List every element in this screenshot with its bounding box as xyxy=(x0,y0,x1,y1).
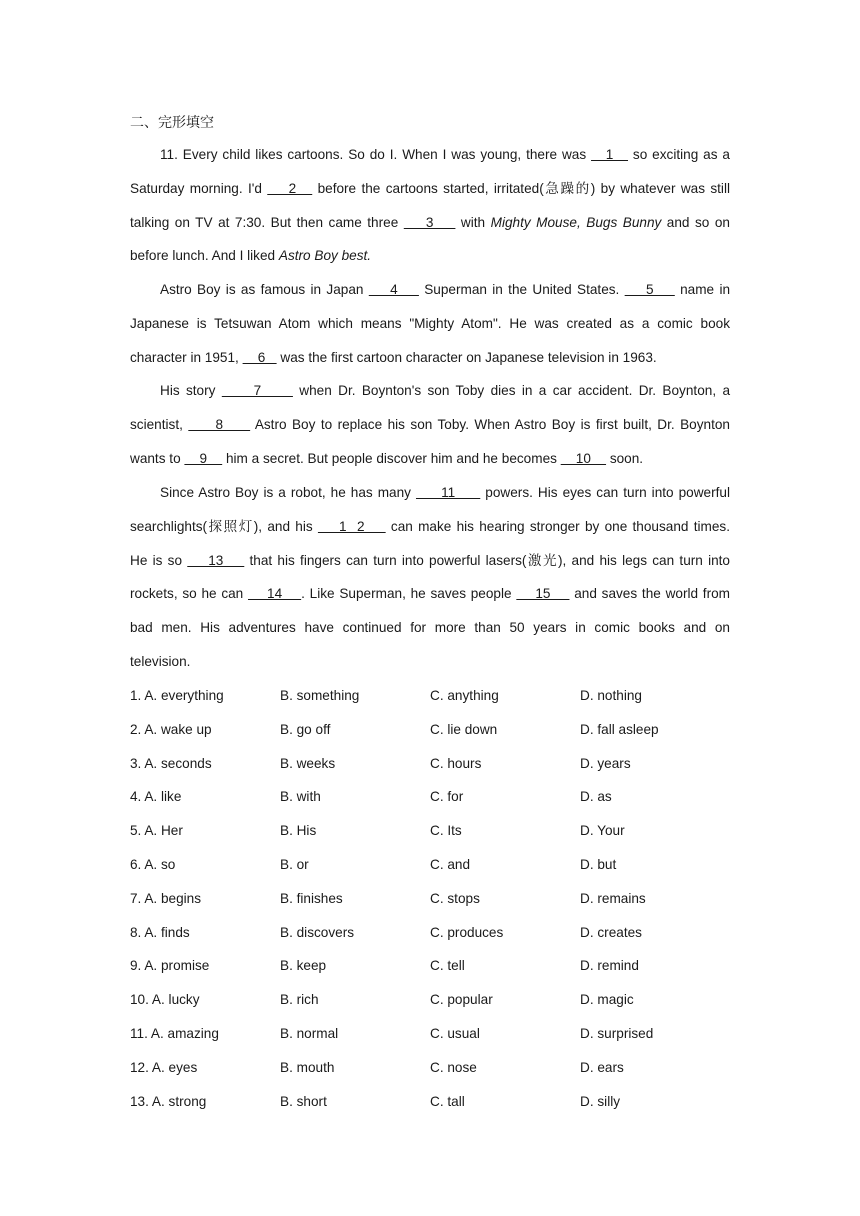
text-line: wants to 9 him a secret. But people discover him and he becomes 10 soon. xyxy=(130,450,644,466)
option-c: C. tall xyxy=(430,1093,465,1109)
option-d: D. nothing xyxy=(580,688,642,703)
option-c: C. Its xyxy=(430,823,462,839)
blank-5: 5 xyxy=(624,282,675,297)
option-b: B. rich xyxy=(280,992,319,1008)
option-d: D. but xyxy=(580,856,617,872)
blank-11: 11 xyxy=(415,485,481,500)
option-c: C. for xyxy=(430,789,464,805)
text-line: television. xyxy=(130,653,191,669)
option-a: 4. A. like xyxy=(130,789,182,805)
option-b: B. go off xyxy=(280,721,331,737)
option-a: 12. A. eyes xyxy=(130,1059,198,1075)
option-row-6 xyxy=(130,848,730,882)
blank-8: 8 xyxy=(188,416,251,432)
option-a: 11. A. amazing xyxy=(130,1025,219,1041)
text-line: rockets, so he can 14 . Like Superman, he saves people 15 and saves the world from xyxy=(130,586,730,602)
blank-14: 14 xyxy=(248,586,302,602)
option-d: D. as xyxy=(580,789,612,805)
text-line: before lunch. And I liked Astro Boy best. xyxy=(130,248,372,264)
blank-13: 13 xyxy=(187,552,245,568)
blank-12: 1 2 xyxy=(317,518,386,534)
option-d: D. fall asleep xyxy=(580,721,659,737)
text-line: searchlights(探照灯), and his 1 2 can make his hearing stronger by one thousand times. xyxy=(130,518,730,534)
option-row-4 xyxy=(130,780,730,814)
option-b: B. short xyxy=(280,1093,327,1109)
option-row-7 xyxy=(130,882,730,916)
option-row-5 xyxy=(130,814,730,848)
blank-6: 6 xyxy=(242,349,277,365)
option-b: B. keep xyxy=(280,958,327,974)
option-d: D. years xyxy=(580,755,631,771)
option-c: C. produces xyxy=(430,924,504,940)
option-d: D. silly xyxy=(580,1093,621,1109)
italic-title: Astro Boy best. xyxy=(278,248,372,264)
option-d: D. surprised xyxy=(580,1025,654,1041)
option-d: D. remains xyxy=(580,890,646,906)
blank-9: 9 xyxy=(184,450,223,466)
text-line: Since Astro Boy is a robot, he has many 11 powers. His eyes can turn into powerful xyxy=(160,485,730,500)
option-a: 5. A. Her xyxy=(130,823,183,839)
option-a: 9. A. promise xyxy=(130,958,210,974)
text-line: Saturday morning. I'd 2 before the cartoons started, irritated(急躁的) by whatever was still xyxy=(130,180,730,196)
text-line: He is so 13 that his fingers can turn into powerful lasers(激光), and his legs can turn into xyxy=(130,552,730,568)
option-a: 2. A. wake up xyxy=(130,721,212,737)
option-c: C. usual xyxy=(430,1025,480,1041)
option-b: B. something xyxy=(280,688,360,703)
text-line: Astro Boy is as famous in Japan 4 Superman in the United States. 5 name in xyxy=(160,282,731,297)
option-row-13 xyxy=(130,1085,730,1119)
option-c: C. and xyxy=(430,856,471,872)
option-a: 3. A. seconds xyxy=(130,755,212,771)
paragraph-4 xyxy=(130,476,730,679)
option-d: D. creates xyxy=(580,924,642,940)
option-a: 1. A. everything xyxy=(130,688,224,703)
paragraph-1 xyxy=(130,138,730,273)
option-b: B. mouth xyxy=(280,1059,335,1075)
option-c: C. tell xyxy=(430,958,465,974)
option-a: 8. A. finds xyxy=(130,924,190,940)
option-c: C. anything xyxy=(430,688,499,703)
option-row-8 xyxy=(130,916,730,950)
option-row-12 xyxy=(130,1051,730,1085)
option-row-10 xyxy=(130,983,730,1017)
option-b: B. finishes xyxy=(280,890,343,906)
answer-options xyxy=(130,679,730,1118)
option-row-11 xyxy=(130,1017,730,1051)
option-b: B. weeks xyxy=(280,755,336,771)
option-c: C. nose xyxy=(430,1059,477,1075)
blank-1: 1 xyxy=(591,147,629,162)
option-b: B. His xyxy=(280,823,317,839)
option-row-2 xyxy=(130,713,730,747)
blank-4: 4 xyxy=(368,282,419,297)
option-c: C. hours xyxy=(430,755,482,771)
paragraph-2 xyxy=(130,273,730,374)
text-line: scientist, 8 Astro Boy to replace his son Toby. When Astro Boy is first built, Dr. Boynton xyxy=(130,416,730,432)
option-d: D. Your xyxy=(580,823,625,839)
option-b: B. or xyxy=(280,856,309,872)
text-line: bad men. His adventures have continued for more than 50 years in comic books and on xyxy=(130,620,730,636)
option-c: C. popular xyxy=(430,992,493,1008)
option-b: B. with xyxy=(280,789,321,805)
text-line: talking on TV at 7:30. But then came three 3 with Mighty Mouse, Bugs Bunny and so on xyxy=(130,214,730,230)
option-row-3 xyxy=(130,747,730,781)
paragraph-3 xyxy=(130,374,730,475)
option-a: 10. A. lucky xyxy=(130,992,200,1008)
blank-7: 7 xyxy=(221,383,293,398)
text-line: His story 7 when Dr. Boynton's son Toby dies in a car accident. Dr. Boynton, a xyxy=(160,383,731,398)
italic-title: Mighty Mouse, Bugs Bunny xyxy=(490,214,662,230)
option-row-9 xyxy=(130,949,730,983)
option-a: 13. A. strong xyxy=(130,1093,207,1109)
blank-15: 15 xyxy=(516,586,570,602)
blank-2: 2 xyxy=(267,180,313,196)
option-b: B. discovers xyxy=(280,924,355,940)
option-row-1 xyxy=(130,679,730,713)
blank-3: 3 xyxy=(403,214,456,230)
section-heading: 二、完形填空 xyxy=(130,114,214,130)
option-d: D. remind xyxy=(580,958,639,974)
option-a: 6. A. so xyxy=(130,856,176,872)
option-d: D. magic xyxy=(580,992,634,1008)
blank-10: 10 xyxy=(560,450,607,466)
text-line: 11. Every child likes cartoons. So do I. When I was young, there was 1 so exciting as a xyxy=(160,147,730,162)
option-a: 7. A. begins xyxy=(130,890,202,906)
text-line: character in 1951, 6 was the first cartoon character on Japanese television in 1963. xyxy=(130,349,657,365)
option-d: D. ears xyxy=(580,1059,624,1075)
option-c: C. lie down xyxy=(430,721,498,737)
option-b: B. normal xyxy=(280,1025,339,1041)
text-line: Japanese is Tetsuwan Atom which means "Mighty Atom". He was created as a comic book xyxy=(130,315,730,331)
option-c: C. stops xyxy=(430,890,480,906)
